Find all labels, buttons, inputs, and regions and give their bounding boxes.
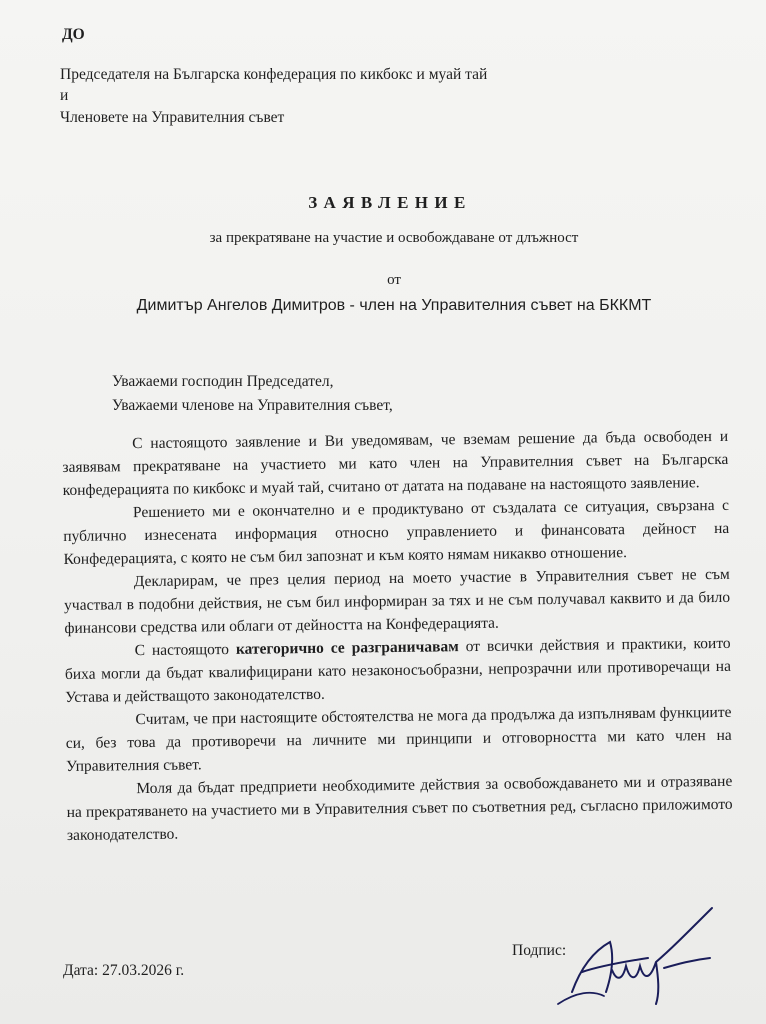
applicant-line: Димитър Ангелов Димитров - член на Управителния съвет на БККМТ [136, 297, 652, 314]
date-line: Дата: 27.03.2026 г. [63, 962, 185, 979]
paragraph-1: С настоящото заявление и Ви уведомявам, че вземам решение да бъда освободен и заявявам прекратяване на участието ми като член на Управителния съвет на Българска конфедерацията по кикбокс и муай тай, считано от датата на подаване на настоящото заявление. [62, 427, 729, 499]
paragraph-4 [65, 632, 732, 709]
greeting-line-1: Уважаеми господин Председател, [112, 373, 334, 390]
signature-label: Подпис: [512, 942, 567, 959]
letter-body [62, 425, 733, 847]
recipient-line-3: Членовете на Управителния съвет [60, 109, 285, 126]
paragraph-4-end: от всички действия и практики, които биха могли да бъдат квалифицирани като незаконосъобразни, непрозрачни или противоречащи на Устава и действащото законодателство. [64, 634, 732, 706]
paragraph-4-start: С настоящото [134, 640, 237, 660]
recipient-line-1: Председателя на Българска конфедерация по кикбокс и муай тай [60, 66, 488, 83]
from-label: от [387, 272, 401, 288]
document-subtitle: за прекратяване на участие и освобождаване от длъжност [209, 230, 579, 246]
paragraph-6: Моля да бъдат предприети необходимите действия за освобождаването ми и отразяване на прекратяването на участието ми в Управителния съвет по съответния ред, съгласно приложимото законодателство. [66, 772, 733, 844]
greeting-line-2: Уважаеми членове на Управителния съвет, [112, 397, 393, 414]
document-title: ЗАЯВЛЕНИЕ [308, 193, 472, 212]
to-label: ДО [62, 26, 85, 43]
paragraph-4-emphasis: категорично се разграничавам [235, 638, 459, 658]
paragraph-3: Декларирам, че през целия период на моето участие в Управителния съвет не съм участвал в подобни действия, не съм бил информиран за тях и не съм получавал каквито и да било финансови средства или облаги от дейността на Конфедерацията. [64, 565, 731, 637]
handwritten-signature [552, 900, 722, 1010]
paragraph-5: Считам, че при настоящите обстоятелства не мога да продължа да изпълнявам функциите си, без това да противоречи на личните ми принципи и отговорността ми като член на Управителния съвет. [65, 703, 732, 775]
recipient-line-2: и [60, 87, 69, 104]
paragraph-2: Решението ми е окончателно и е продиктувано от създалата се ситуация, свързана с публично изнесената информация относно управлението и финансовата дейност на Конфедерацията, с която не съм бил запознат и към която нямам никакво отношение. [63, 496, 730, 568]
